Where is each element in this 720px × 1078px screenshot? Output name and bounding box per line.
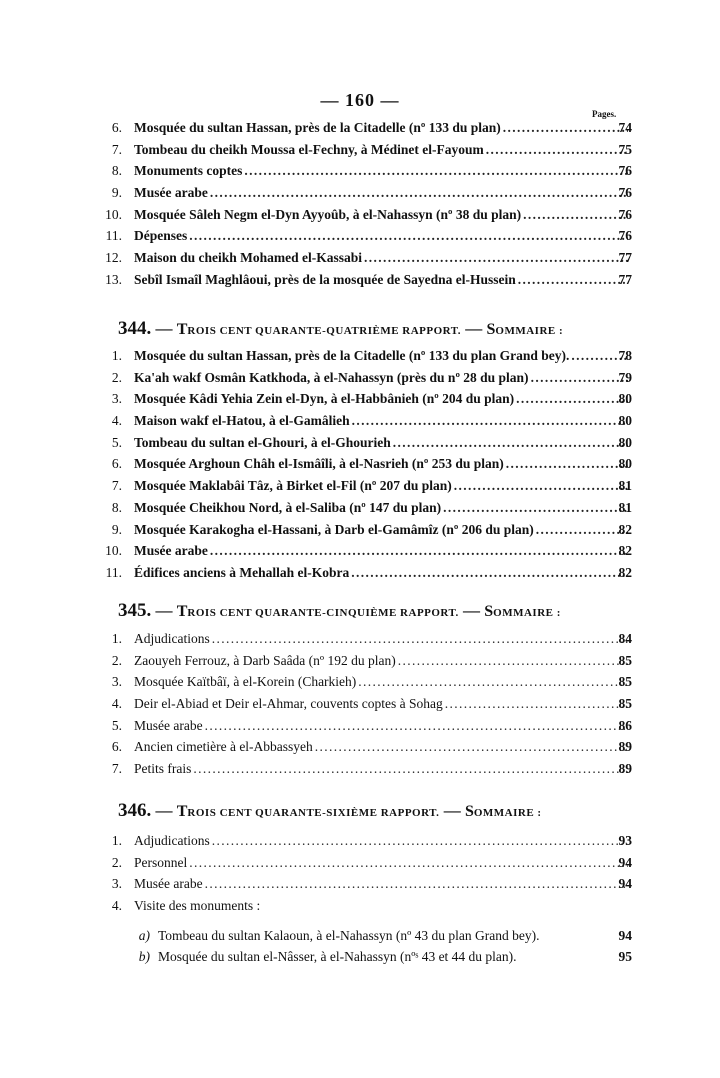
entry-page: 93 bbox=[618, 833, 632, 848]
list-item bbox=[0, 475, 720, 497]
list-item bbox=[0, 410, 720, 432]
leader-dots bbox=[315, 736, 628, 758]
entry-text: Mosquée Maklabâi Tâz, à Birket el-Fil (nº 207 du plan) bbox=[134, 478, 452, 494]
entry-number: 9. bbox=[111, 521, 122, 537]
leader-dots bbox=[393, 432, 628, 454]
entry-text: Ka'ah wakf Osmân Katkhoda, à el-Nahassyn (près du nº 28 du plan) bbox=[134, 369, 529, 385]
entry-text: Tombeau du cheikh Moussa el-Fechny, à Médinet el-Fayoum bbox=[134, 141, 484, 157]
entry-number: 10. bbox=[105, 543, 122, 559]
heading-dash: — bbox=[155, 601, 173, 620]
summary-initial: S bbox=[484, 603, 494, 620]
leader-dots bbox=[212, 628, 628, 650]
pages-column-label: Pages. bbox=[592, 109, 617, 119]
entry-number: 10. bbox=[105, 206, 122, 222]
leader-dots bbox=[364, 247, 628, 269]
entry-text: Édifices anciens à Mehallah el-Kobra bbox=[134, 564, 350, 580]
entry-number: 5. bbox=[111, 717, 122, 733]
entry-number: 2. bbox=[111, 652, 122, 668]
list-item bbox=[0, 519, 720, 541]
leader-dots bbox=[486, 139, 628, 161]
entry-number: 13. bbox=[105, 271, 122, 287]
entry-page: 85 bbox=[618, 652, 632, 668]
list-item bbox=[0, 388, 720, 410]
leader-dots bbox=[205, 873, 628, 895]
section-346-entries bbox=[0, 830, 720, 968]
entry-text: Mosquée Kaïtbâï, à el-Korein (Charkieh) bbox=[134, 674, 357, 690]
entry-page: 86 bbox=[618, 717, 632, 733]
entry-page: 94 bbox=[618, 854, 632, 870]
entry-page: 80 bbox=[618, 456, 632, 472]
list-item bbox=[0, 225, 720, 247]
heading-initial: T bbox=[176, 603, 188, 620]
entry-number: 11. bbox=[105, 228, 122, 244]
leader-dots bbox=[445, 693, 628, 715]
summary-label: OMMAIRE : bbox=[493, 607, 561, 619]
leader-dots bbox=[189, 852, 628, 874]
entry-page: 77 bbox=[618, 271, 632, 287]
summary-initial: S bbox=[464, 803, 474, 820]
entry-number: 1. bbox=[111, 833, 122, 848]
entry-page: 76 bbox=[618, 206, 632, 222]
entry-page: 78 bbox=[618, 348, 632, 363]
entry-page: 89 bbox=[618, 761, 632, 777]
section-number: 346. bbox=[118, 800, 152, 821]
list-item bbox=[0, 693, 720, 715]
section-number: 345. bbox=[118, 600, 152, 621]
sub-entry-letter: a) bbox=[138, 927, 150, 943]
section-number: 344. bbox=[118, 318, 152, 339]
entry-page: 94 bbox=[618, 876, 632, 892]
list-item bbox=[0, 715, 720, 737]
entry-number: 2. bbox=[111, 854, 122, 870]
leader-dots bbox=[205, 715, 628, 737]
leader-dots bbox=[351, 562, 628, 584]
list-item bbox=[0, 204, 720, 226]
entry-text: Mosquée Sâleh Negm el-Dyn Ayyoûb, à el-Nahassyn (nº 38 du plan) bbox=[134, 206, 522, 222]
sub-entry-letter: b) bbox=[138, 949, 150, 965]
heading-dash: — bbox=[155, 319, 173, 338]
entry-text: Musée arabe bbox=[134, 717, 203, 733]
list-item bbox=[0, 182, 720, 204]
heading-initial: T bbox=[176, 321, 188, 338]
entry-page: 76 bbox=[618, 185, 632, 201]
entry-number: 7. bbox=[111, 141, 122, 157]
list-item bbox=[0, 628, 720, 650]
list-item bbox=[0, 453, 720, 475]
entry-page: 95 bbox=[618, 949, 632, 965]
entry-text: Tombeau du sultan el-Ghouri, à el-Ghourieh bbox=[134, 434, 391, 450]
entry-page: 79 bbox=[618, 369, 632, 385]
entry-page: 94 bbox=[618, 927, 632, 943]
entry-text: Petits frais bbox=[134, 761, 192, 777]
leader-dots bbox=[352, 410, 628, 432]
entry-text: Musée arabe bbox=[134, 876, 203, 892]
list-item bbox=[0, 830, 720, 852]
leader-dots bbox=[189, 225, 628, 247]
entry-number: 9. bbox=[111, 185, 122, 201]
entry-text: Adjudications bbox=[134, 631, 210, 646]
entry-page: 80 bbox=[618, 413, 632, 429]
entry-page: 74 bbox=[618, 120, 632, 135]
leader-dots bbox=[210, 182, 628, 204]
entry-text: Mosquée Kâdi Yehia Zein el-Dyn, à el-Habbânieh (nº 204 du plan) bbox=[134, 391, 515, 407]
list-item bbox=[0, 925, 720, 947]
entry-text: Personnel bbox=[134, 854, 188, 870]
entry-text: Maison wakf el-Hatou, à el-Gamâlieh bbox=[134, 413, 350, 429]
heading-title: ROIS CENT QUARANTE-CINQUIÈME RAPPORT. bbox=[187, 607, 459, 619]
entry-page: 81 bbox=[618, 478, 632, 494]
entry-page: 80 bbox=[618, 434, 632, 450]
leader-dots bbox=[443, 497, 628, 519]
entry-page: 77 bbox=[618, 250, 632, 266]
entry-text: Musée arabe bbox=[134, 543, 208, 559]
section-344-entries bbox=[0, 345, 720, 584]
entry-text: Musée arabe bbox=[134, 185, 208, 201]
section-heading-346 bbox=[118, 800, 638, 822]
entry-number: 6. bbox=[111, 120, 122, 135]
entry-number: 4. bbox=[111, 696, 122, 712]
entry-page: 89 bbox=[618, 739, 632, 755]
entry-text: Maison du cheikh Mohamed el-Kassabi bbox=[134, 250, 363, 266]
list-item bbox=[0, 562, 720, 584]
entry-page: 85 bbox=[618, 674, 632, 690]
entry-text: Sebîl Ismaîl Maghlâoui, près de la mosquée de Sayedna el-Hussein bbox=[134, 271, 516, 287]
entry-text: Mosquée du sultan Hassan, près de la Citadelle (nº 133 du plan) bbox=[134, 120, 501, 135]
leader-dots bbox=[212, 830, 628, 852]
entry-text: Monuments coptes bbox=[134, 163, 243, 179]
top-entries bbox=[0, 117, 720, 291]
entry-number: 12. bbox=[105, 250, 122, 266]
list-item bbox=[0, 736, 720, 758]
list-item bbox=[0, 895, 720, 917]
leader-dots bbox=[210, 540, 628, 562]
heading-initial: T bbox=[176, 803, 188, 820]
entry-text: Tombeau du sultan Kalaoun, à el-Nahassyn (nº 43 du plan Grand bey). bbox=[158, 927, 540, 943]
heading-title: ROIS CENT QUARANTE-SIXIÈME RAPPORT. bbox=[187, 807, 440, 819]
list-item bbox=[0, 269, 720, 291]
list-item bbox=[0, 117, 720, 139]
entry-number: 3. bbox=[111, 391, 122, 407]
entry-number: 1. bbox=[111, 348, 122, 363]
entry-page: 80 bbox=[618, 391, 632, 407]
entry-page: 82 bbox=[618, 521, 632, 537]
entry-number: 3. bbox=[111, 876, 122, 892]
entry-text: Deir el-Abiad et Deir el-Ahmar, couvents coptes à Sohag bbox=[134, 696, 443, 712]
entry-number: 1. bbox=[111, 631, 122, 646]
entry-number: 5. bbox=[111, 434, 122, 450]
entry-page: 81 bbox=[618, 499, 632, 515]
entry-text: Mosquée Karakogha el-Hassani, à Darb el-Gamâmîz (nº 206 du plan) bbox=[134, 521, 534, 537]
leader-dots bbox=[193, 758, 628, 780]
entry-text: Mosquée du sultan Hassan, près de la Citadelle (nº 133 du plan Grand bey). bbox=[134, 348, 570, 363]
entry-text: Zaouyeh Ferrouz, à Darb Saâda (nº 192 du plan) bbox=[134, 652, 396, 668]
entry-number: 7. bbox=[111, 478, 122, 494]
leader-dots bbox=[358, 671, 628, 693]
list-item bbox=[0, 160, 720, 182]
leader-dots bbox=[454, 475, 628, 497]
heading-dash: — bbox=[155, 801, 173, 820]
list-item bbox=[0, 247, 720, 269]
entry-number: 6. bbox=[111, 456, 122, 472]
list-item bbox=[0, 758, 720, 780]
entry-text: Ancien cimetière à el-Abbassyeh bbox=[134, 739, 313, 755]
section-heading-345 bbox=[118, 600, 638, 622]
list-item bbox=[0, 946, 720, 968]
entry-text: Dépenses bbox=[134, 228, 188, 244]
leader-dots bbox=[398, 650, 628, 672]
list-item bbox=[0, 139, 720, 161]
entry-number: 4. bbox=[111, 898, 122, 914]
entry-page: 75 bbox=[618, 141, 632, 157]
entry-page: 82 bbox=[618, 564, 632, 580]
entry-text: Mosquée Arghoun Châh el-Ismâîli, à el-Nasrieh (nº 253 du plan) bbox=[134, 456, 504, 472]
entry-number: 8. bbox=[111, 499, 122, 515]
section-heading-344 bbox=[118, 318, 638, 340]
heading-dash: — bbox=[463, 601, 481, 620]
entry-number: 8. bbox=[111, 163, 122, 179]
entry-number: 11. bbox=[105, 564, 122, 580]
entry-number: 3. bbox=[111, 674, 122, 690]
entry-text: Visite des monuments : bbox=[134, 898, 261, 914]
summary-label: OMMAIRE : bbox=[495, 325, 564, 337]
list-item bbox=[0, 432, 720, 454]
leader-dots bbox=[244, 160, 628, 182]
entry-text: Mosquée du sultan el-Nâsser, à el-Nahassyn (nºˢ 43 et 44 du plan). bbox=[158, 949, 517, 965]
entry-number: 4. bbox=[111, 413, 122, 429]
section-345-entries bbox=[0, 628, 720, 780]
entry-text: Mosquée Cheikhou Nord, à el-Saliba (nº 147 du plan) bbox=[134, 499, 442, 515]
list-item bbox=[0, 852, 720, 874]
page-number: — 160 — bbox=[320, 90, 400, 110]
entry-page: 82 bbox=[618, 543, 632, 559]
list-item bbox=[0, 671, 720, 693]
summary-label: OMMAIRE : bbox=[473, 807, 542, 819]
entry-page: 76 bbox=[618, 163, 632, 179]
heading-dash: — bbox=[465, 319, 483, 338]
list-item bbox=[0, 367, 720, 389]
entry-page: 84 bbox=[618, 631, 632, 646]
list-item bbox=[0, 650, 720, 672]
heading-dash: — bbox=[443, 801, 461, 820]
entry-page: 76 bbox=[618, 228, 632, 244]
list-item bbox=[0, 345, 720, 367]
heading-title: ROIS CENT QUARANTE-QUATRIÈME RAPPORT. bbox=[187, 325, 462, 337]
summary-initial: S bbox=[486, 321, 496, 338]
entry-page: 85 bbox=[618, 696, 632, 712]
list-item bbox=[0, 873, 720, 895]
entry-text: Adjudications bbox=[134, 833, 210, 848]
entry-number: 2. bbox=[111, 369, 122, 385]
entry-number: 6. bbox=[111, 739, 122, 755]
list-item bbox=[0, 497, 720, 519]
list-item bbox=[0, 540, 720, 562]
entry-number: 7. bbox=[111, 761, 122, 777]
